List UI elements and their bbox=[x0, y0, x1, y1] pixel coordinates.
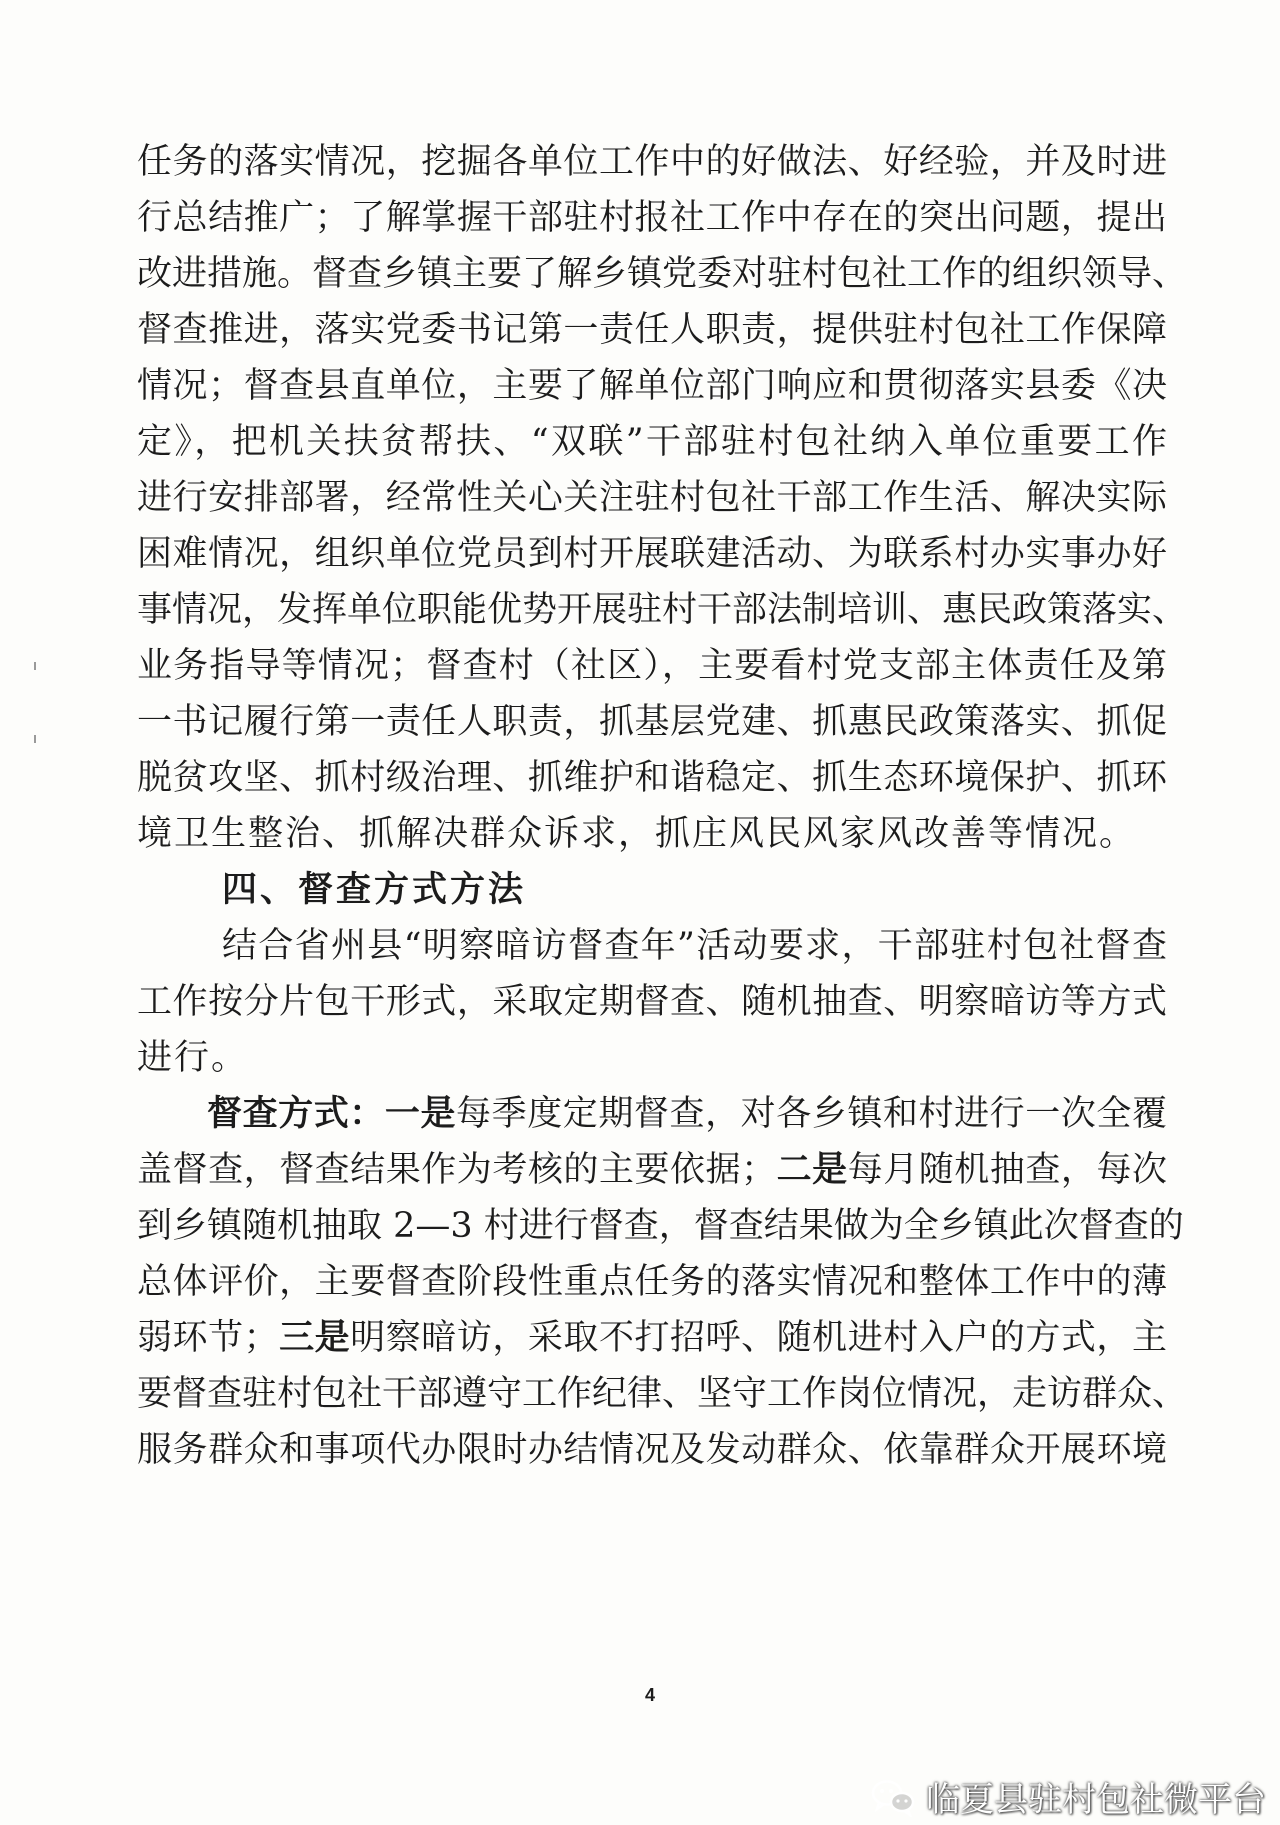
text-segment: 明察暗访，采取不打招呼、随机进村入户的方式，主 bbox=[350, 1318, 1167, 1358]
text-line: 结合省州县“明察暗访督查年”活动要求，干部驻村包社督查 bbox=[222, 926, 1167, 966]
text-line: 任务的落实情况，挖掘各单位工作中的好做法、好经验，并及时进 bbox=[137, 142, 1167, 182]
text-line: 脱贫攻坚、抓村级治理、抓维护和谐稳定、抓生态环境保护、抓环 bbox=[137, 758, 1167, 798]
text-line: 定》，把机关扶贫帮扶、“双联”干部驻村包社纳入单位重要工作 bbox=[137, 422, 1167, 462]
first-marker: 一是 bbox=[384, 1094, 457, 1134]
text-segment: 盖督查，督查结果作为考核的主要依据； bbox=[137, 1150, 777, 1190]
text-line bbox=[207, 1094, 1167, 1134]
text-line: 情况；督查县直单位，主要了解单位部门响应和贯彻落实县委《决 bbox=[137, 366, 1167, 406]
wechat-icon bbox=[870, 1777, 916, 1817]
text-segment: 每季度定期督查，对各乡镇和村进行一次全覆 bbox=[456, 1094, 1167, 1134]
text-line: 进行安排部署，经常性关心关注驻村包社干部工作生活、解决实际 bbox=[137, 478, 1167, 518]
text-line: 工作按分片包干形式，采取定期督查、随机抽查、明察暗访等方式 bbox=[137, 982, 1167, 1022]
text-line: 事情况，发挥单位职能优势开展驻村干部法制培训、惠民政策落实、 bbox=[137, 590, 1188, 630]
text-line: 业务指导等情况；督查村（社区），主要看村党支部主体责任及第 bbox=[137, 646, 1167, 686]
method-label: 督查方式： bbox=[207, 1094, 385, 1134]
text-segment: 每月随机抽查，每次 bbox=[847, 1150, 1167, 1190]
text-line: 一书记履行第一责任人职责，抓基层党建、抓惠民政策落实、抓促 bbox=[137, 702, 1167, 742]
text-line: 服务群众和事项代办限时办结情况及发动群众、依靠群众开展环境 bbox=[137, 1430, 1167, 1470]
text-segment: 弱环节； bbox=[137, 1318, 279, 1358]
text-line bbox=[137, 1318, 1167, 1358]
text-line: 困难情况，组织单位党员到村开展联建活动、为联系村办实事办好 bbox=[137, 534, 1167, 574]
second-marker: 二是 bbox=[776, 1150, 848, 1190]
text-line: 境卫生整治、抓解决群众诉求，抓庄风民风家风改善等情况。 bbox=[137, 814, 1137, 854]
text-line: 督查推进，落实党委书记第一责任人职责，提供驻村包社工作保障 bbox=[137, 310, 1167, 350]
section-heading: 四、督查方式方法 bbox=[222, 870, 527, 910]
text-line: 行总结推广；了解掌握干部驻村报社工作中存在的突出问题，提出 bbox=[137, 198, 1167, 238]
text-line bbox=[137, 1150, 1167, 1190]
text-line: 改进措施。督查乡镇主要了解乡镇党委对驻村包社工作的组织领导、 bbox=[137, 254, 1188, 294]
scan-mark bbox=[34, 735, 36, 743]
text-line: 要督查驻村包社干部遵守工作纪律、坚守工作岗位情况，走访群众、 bbox=[137, 1374, 1188, 1414]
page-number: 4 bbox=[645, 1685, 656, 1705]
watermark bbox=[870, 1772, 1266, 1821]
text-line: 进行。 bbox=[137, 1038, 249, 1078]
text-line: 到乡镇随机抽取 2—3 村进行督查，督查结果做为全乡镇此次督查的 bbox=[137, 1206, 1184, 1246]
scan-mark bbox=[34, 662, 36, 670]
watermark-text: 临夏县驻村包社微平台 bbox=[926, 1780, 1266, 1820]
text-line: 总体评价，主要督查阶段性重点任务的落实情况和整体工作中的薄 bbox=[137, 1262, 1167, 1302]
third-marker: 三是 bbox=[278, 1318, 351, 1358]
